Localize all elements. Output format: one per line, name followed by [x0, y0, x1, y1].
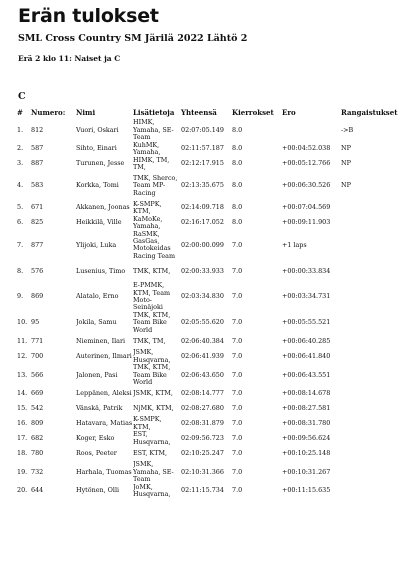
cell-total: 02:06:40.384 [181, 336, 224, 345]
cell-name: Alatalo, Erno [76, 292, 119, 301]
cell-penalty [341, 364, 415, 386]
cell-name: Akkanen, Joonas [76, 203, 130, 212]
cell-diff: +00:08:27.581 [282, 404, 331, 413]
cell-info: TMK, KTM, [133, 266, 171, 275]
cell-diff: +00:07:04.569 [282, 203, 331, 212]
cell-laps: 7.0 [232, 292, 243, 301]
cell-number: 887 [31, 159, 44, 168]
cell-info: HIMK, TM, TM, [133, 156, 170, 172]
cell-laps: 8.0 [232, 203, 243, 212]
cell-number: 869 [31, 292, 44, 301]
cell-total: 02:06:41.939 [181, 351, 224, 360]
cell-diff [282, 119, 341, 141]
cell-info: JSMK, Yamaha, SE-Team [133, 461, 174, 484]
heat-label: Erä 2 klo 11: Naiset ja C [18, 54, 121, 63]
cell-penalty [341, 461, 415, 483]
cell-name: Sihto, Einari [76, 144, 117, 153]
cell-diff: +00:06:43.551 [282, 370, 331, 379]
table-row [17, 416, 415, 431]
cell-penalty [341, 401, 415, 416]
cell-position: 9. [17, 292, 24, 301]
table-row [17, 157, 415, 172]
cell-penalty [341, 349, 415, 364]
cell-name: Koger, Esko [76, 434, 115, 443]
cell-diff: +1 laps [282, 240, 307, 249]
cell-position: 6. [17, 218, 24, 227]
cell-laps: 8.0 [232, 181, 243, 190]
cell-position: 17. [17, 434, 28, 443]
cell-laps: 7.0 [232, 434, 243, 443]
cell-name: Hatavara, Matias [76, 419, 133, 428]
cell-number: 542 [31, 404, 44, 413]
cell-position: 4. [17, 181, 24, 190]
header-total: Yhteensä [181, 108, 217, 117]
cell-total: 02:13:35.675 [181, 181, 224, 190]
header-name: Nimi [76, 108, 96, 117]
table-row [17, 201, 415, 216]
cell-diff: +00:08:31.780 [282, 419, 331, 428]
table-row [17, 401, 415, 416]
cell-position: 10. [17, 318, 28, 327]
cell-name: Vuori, Oskari [76, 125, 119, 134]
table-row [17, 119, 415, 141]
cell-number: 809 [31, 419, 44, 428]
cell-number: 95 [31, 318, 40, 327]
cell-number: 587 [31, 144, 44, 153]
cell-diff: +00:09:11.903 [282, 218, 331, 227]
cell-position: 12. [17, 351, 28, 360]
cell-number: 780 [31, 449, 44, 458]
table-row [17, 260, 415, 282]
cell-number: 576 [31, 266, 44, 275]
cell-laps: 8.0 [232, 125, 243, 134]
cell-info: E-PMMK, KTM, Team Moto-Seinäjoki [133, 282, 171, 312]
cell-laps: 7.0 [232, 336, 243, 345]
table-row [17, 172, 415, 201]
cell-position: 5. [17, 203, 24, 212]
header-position: # [17, 108, 23, 117]
header-laps: Kierrokset [232, 108, 274, 117]
cell-laps: 7.0 [232, 467, 243, 476]
cell-total: 02:08:14.777 [181, 389, 224, 398]
cell-position: 3. [17, 159, 24, 168]
cell-number: 732 [31, 467, 44, 476]
cell-name: Harhala, Tuomas [76, 467, 132, 476]
table-row [17, 446, 415, 461]
table-row [17, 312, 415, 334]
cell-laps: 7.0 [232, 486, 243, 495]
cell-position: 7. [17, 240, 24, 249]
cell-diff: +00:05:55.521 [282, 318, 331, 327]
cell-position: 8. [17, 266, 24, 275]
cell-diff: +00:08:14.678 [282, 389, 331, 398]
cell-position: 11. [17, 336, 28, 345]
cell-total: 02:11:15.734 [181, 486, 224, 495]
cell-diff: +00:06:40.285 [282, 336, 331, 345]
cell-penalty [341, 334, 415, 349]
class-heading: C [18, 91, 26, 102]
cell-diff: +00:10:31.267 [282, 467, 331, 476]
cell-total: 02:11:57.187 [181, 144, 224, 153]
cell-position: 15. [17, 404, 28, 413]
cell-penalty [341, 231, 415, 261]
cell-total: 02:00:00.099 [181, 240, 224, 249]
cell-laps: 7.0 [232, 240, 243, 249]
cell-total: 02:08:31.879 [181, 419, 224, 428]
cell-position: 13. [17, 370, 28, 379]
header-info: Lisätietoja [133, 108, 175, 117]
table-header-row [17, 108, 415, 119]
cell-laps: 7.0 [232, 351, 243, 360]
cell-position: 20. [17, 486, 28, 495]
event-subtitle: SML Cross Country SM Järilä 2022 Lähtö 2 [18, 33, 248, 44]
header-diff: Ero [282, 108, 296, 117]
table-row [17, 282, 415, 312]
cell-position: 14. [17, 389, 28, 398]
cell-penalty [341, 446, 415, 461]
cell-name: Vänskä, Patrik [76, 404, 123, 413]
cell-name: Auterinen, Ilmari [76, 351, 132, 360]
cell-number: 700 [31, 351, 44, 360]
cell-diff: +00:06:30.526 [282, 181, 331, 190]
cell-penalty [341, 260, 415, 282]
cell-name: Jokila, Samu [76, 318, 117, 327]
cell-penalty: NP [341, 181, 351, 190]
cell-number: 583 [31, 181, 44, 190]
cell-name: Heikkilä, Ville [76, 218, 122, 227]
cell-diff: +00:10:25.148 [282, 449, 331, 458]
cell-diff: +00:00:33.834 [282, 266, 331, 275]
cell-penalty [341, 312, 415, 334]
cell-name: Leppänen, Aleksi [76, 389, 132, 398]
cell-number: 812 [31, 125, 44, 134]
cell-number: 877 [31, 240, 44, 249]
cell-info: TMK, KTM, Team Bike World [133, 311, 171, 334]
cell-position: 2. [17, 144, 24, 153]
cell-laps: 7.0 [232, 404, 243, 413]
cell-name: Nieminen, Ilari [76, 336, 126, 345]
cell-name: Turunen, Jesse [76, 159, 125, 168]
cell-position: 19. [17, 467, 28, 476]
cell-position: 1. [17, 125, 24, 134]
cell-info: NjMK, KTM, [133, 404, 174, 413]
cell-number: 682 [31, 434, 44, 443]
cell-penalty [341, 282, 415, 312]
cell-total: 02:07:05.149 [181, 125, 224, 134]
cell-info: JSMK, Husqvarna, [133, 349, 171, 364]
cell-total: 02:03:34.830 [181, 292, 224, 301]
cell-total: 02:05:55.620 [181, 318, 224, 327]
cell-penalty [341, 431, 415, 446]
cell-laps: 7.0 [232, 318, 243, 327]
cell-info: KuhMK, Yamaha, [133, 141, 161, 157]
cell-info: TMK, KTM, Team Bike World [133, 364, 171, 386]
cell-total: 02:14:09.718 [181, 203, 224, 212]
cell-number: 671 [31, 203, 44, 212]
cell-position: 18. [17, 449, 28, 458]
results-body [17, 119, 415, 498]
cell-penalty [341, 416, 415, 431]
cell-laps: 7.0 [232, 389, 243, 398]
cell-name: Hytönen, Olli [76, 486, 120, 495]
results-table [17, 108, 415, 499]
cell-name: Jalonen, Pasi [76, 370, 118, 379]
cell-laps: 7.0 [232, 266, 243, 275]
cell-name: Roos, Peeter [76, 449, 117, 458]
cell-diff: +00:03:34.731 [282, 292, 331, 301]
table-row [17, 231, 415, 261]
cell-penalty: NP [341, 159, 351, 168]
cell-position: 16. [17, 419, 28, 428]
cell-info: K-SMPK, KTM, [133, 200, 162, 216]
cell-diff: +00:05:12.766 [282, 159, 331, 168]
cell-penalty [341, 216, 415, 231]
cell-info: EST, Husqvarna, [133, 431, 171, 446]
cell-number: 771 [31, 336, 44, 345]
table-row [17, 364, 415, 386]
cell-info: JoMK, Husqvarna, [133, 483, 171, 499]
table-row [17, 334, 415, 349]
header-number: Numero: [31, 108, 66, 117]
cell-number: 644 [31, 486, 44, 495]
cell-penalty: ->B [341, 125, 354, 134]
cell-total: 02:08:27.680 [181, 404, 224, 413]
cell-total: 02:10:25.247 [181, 449, 224, 458]
cell-diff: +00:11:15.635 [282, 486, 331, 495]
cell-laps: 7.0 [232, 449, 243, 458]
cell-number: 669 [31, 389, 44, 398]
cell-total: 02:09:56.723 [181, 434, 224, 443]
cell-diff: +00:06:41.840 [282, 351, 331, 360]
cell-info: TMK, TM, [133, 336, 166, 345]
cell-total: 02:12:17.915 [181, 159, 224, 168]
header-penalties: Rangaistukset [341, 108, 398, 117]
page-title: Erän tulokset [18, 5, 159, 27]
cell-info: KaMoKe, Yamaha, [133, 215, 163, 231]
cell-penalty: NP [341, 144, 351, 153]
cell-total: 02:00:33.933 [181, 266, 224, 275]
cell-laps: 8.0 [232, 144, 243, 153]
table-row [17, 349, 415, 364]
cell-penalty [341, 201, 415, 216]
cell-laps: 8.0 [232, 159, 243, 168]
table-row [17, 484, 415, 499]
table-row [17, 386, 415, 401]
cell-number: 566 [31, 370, 44, 379]
cell-name: Korkka, Tomi [76, 181, 119, 190]
cell-diff: +00:09:56.624 [282, 434, 331, 443]
cell-laps: 7.0 [232, 419, 243, 428]
cell-name: Lusenius, Timo [76, 266, 126, 275]
cell-penalty [341, 484, 415, 499]
cell-total: 02:16:17.052 [181, 218, 224, 227]
cell-number: 825 [31, 218, 44, 227]
cell-laps: 8.0 [232, 218, 243, 227]
cell-total: 02:10:31.366 [181, 467, 224, 476]
table-row [17, 431, 415, 446]
table-row [17, 142, 415, 157]
table-row [17, 216, 415, 231]
cell-info: K-SMPK, KTM, [133, 416, 162, 431]
cell-diff: +00:04:52.038 [282, 144, 331, 153]
cell-penalty [341, 386, 415, 401]
cell-info: RaSMK, GasGas, Motokeidas Racing Team [133, 230, 176, 260]
table-row [17, 461, 415, 483]
cell-total: 02:06:43.650 [181, 370, 224, 379]
cell-info: EST, KTM, [133, 449, 168, 458]
cell-name: Ylijoki, Luka [76, 240, 117, 249]
cell-laps: 7.0 [232, 370, 243, 379]
cell-info: HIMK, Yamaha, SE-Team [133, 119, 174, 142]
cell-info: TMK, Sherco, Team MP-Racing [133, 174, 178, 197]
cell-info: JSMK, KTM, [133, 389, 173, 398]
